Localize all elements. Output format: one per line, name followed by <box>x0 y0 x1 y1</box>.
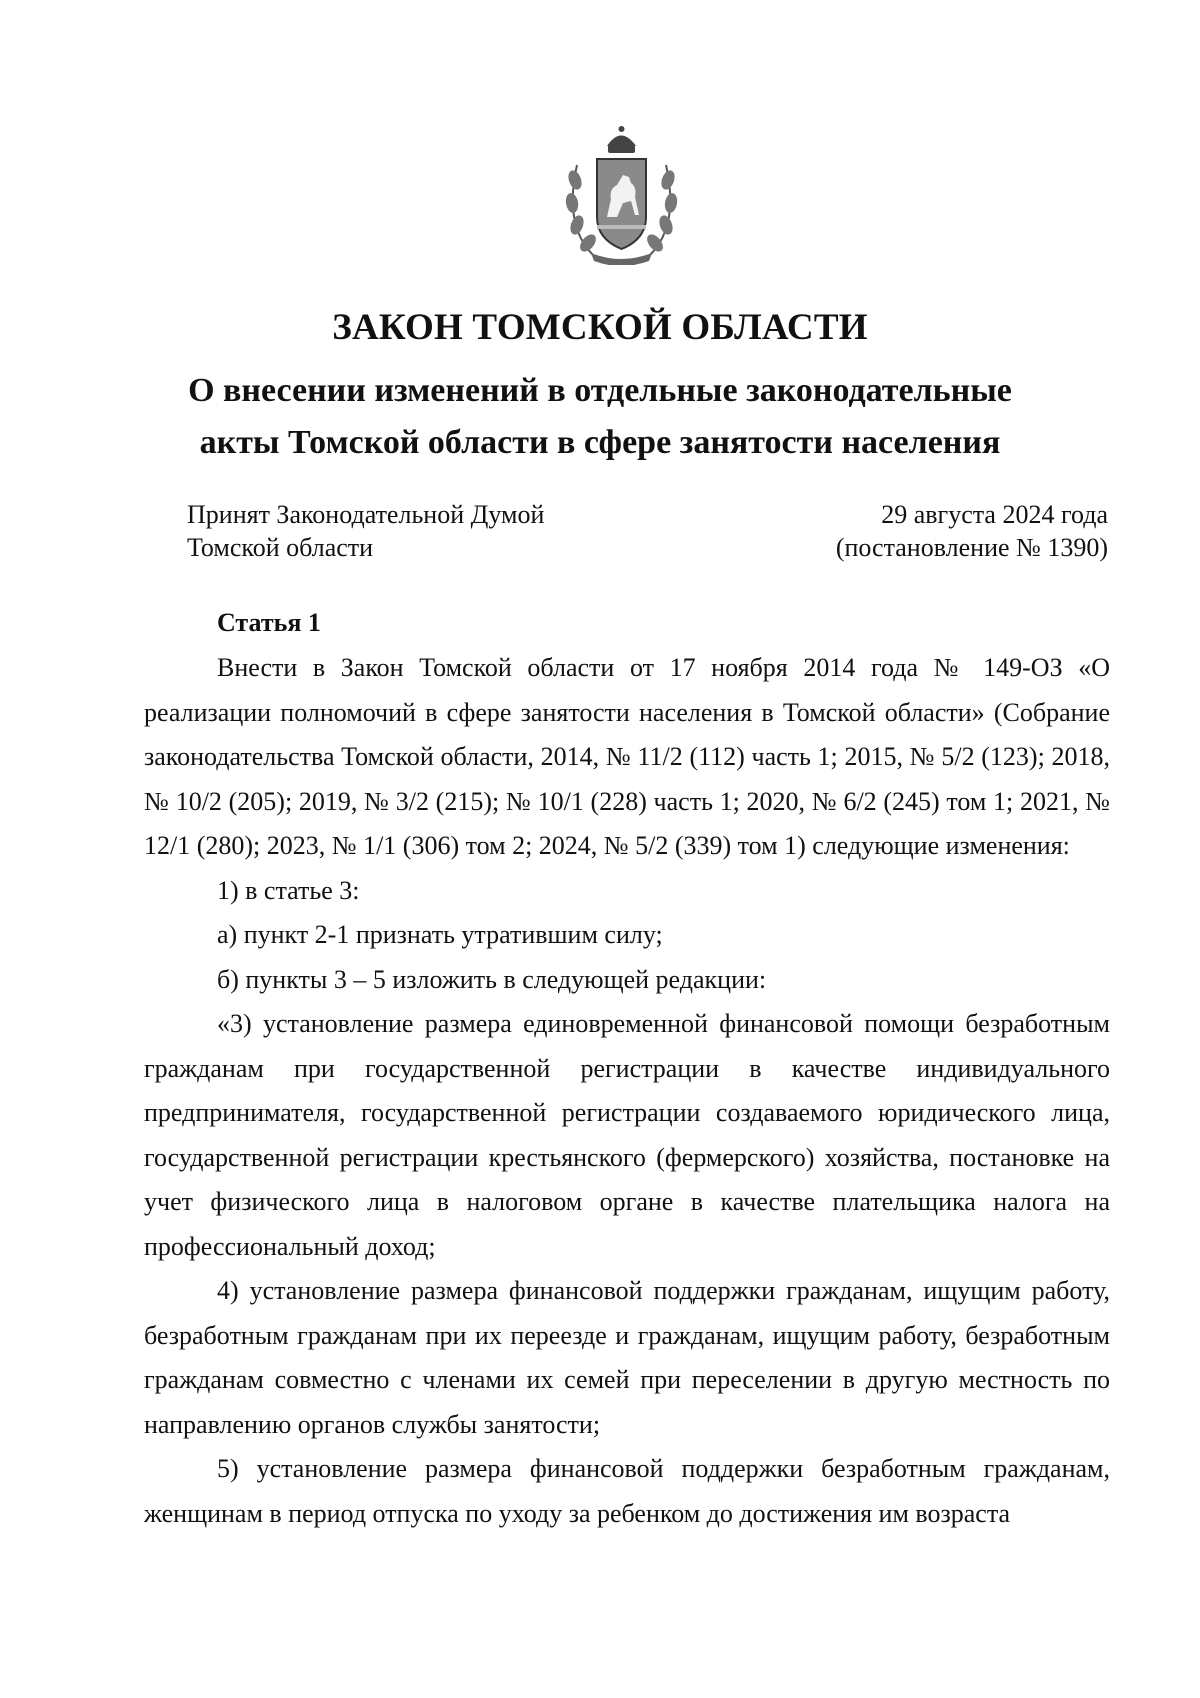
paragraph: 4) установление размера финансовой поддержки гражданам, ищущим работу, безработным гражданам при их переезде и гражданам, ищущим работу, безработным гражданам совместно с членами их семей при переселении в другую местность по направлению органов службы занятости; <box>144 1276 1110 1439</box>
paragraph: Внести в Закон Томской области от 17 ноября 2014 года № 149-ОЗ «О реализации полномочий в сфере занятости населения в Томской области» (Собрание законодательства Томской области, 2014, № 11/2 (112) часть 1; 2015, № 5/2 (123); 2018, № 10/2 (205); 2019, № 3/2 (215); № 10/1 (228) часть 1; 2020, № 6/2 (245) том 1; 2021, № 12/1 (280); 2023, № 1/1 (306) том 2; 2024, № 5/2 (339) том 1) следующие изменения: <box>144 653 1110 860</box>
tomsk-oblast-coat-of-arms-icon <box>563 125 680 265</box>
article-body <box>144 646 1110 1536</box>
adoption-date <box>836 498 1108 564</box>
law-subtitle-line: О внесении изменений в отдельные законодательные <box>188 372 1012 409</box>
law-subtitle-line: акты Томской области в сфере занятости населения <box>199 424 1001 461</box>
adopted-by-line: Принят Законодательной Думой <box>187 500 545 529</box>
adopted-by <box>187 498 544 564</box>
paragraph: б) пункты 3 – 5 изложить в следующей редакции: <box>217 964 767 994</box>
paragraph: «3) установление размера единовременной финансовой помощи безработным гражданам при государственной регистрации в качестве индивидуального предпринимателя, государственной регистрации создаваемого юридического лица, государственной регистрации крестьянского (фермерского) хозяйства, постановке на учет физического лица в налоговом органе в качестве плательщика налога на профессиональный доход; <box>144 1009 1110 1261</box>
adopted-by-line: Томской области <box>187 533 374 562</box>
resolution-number: (постановление № 1390) <box>835 533 1108 562</box>
article-heading: Статья 1 <box>217 608 321 637</box>
law-subtitle <box>100 365 1100 469</box>
paragraph: а) пункт 2-1 признать утратившим силу; <box>217 920 663 949</box>
paragraph: 5) установление размера финансовой поддержки безработным гражданам, женщинам в период отпуска по уходу за ребенком до достижения им возраста <box>144 1454 1110 1528</box>
paragraph: 1) в статье 3: <box>217 875 360 905</box>
law-title: ЗАКОН ТОМСКОЙ ОБЛАСТИ <box>332 307 868 348</box>
adoption-date-line: 29 августа 2024 года <box>881 500 1108 529</box>
